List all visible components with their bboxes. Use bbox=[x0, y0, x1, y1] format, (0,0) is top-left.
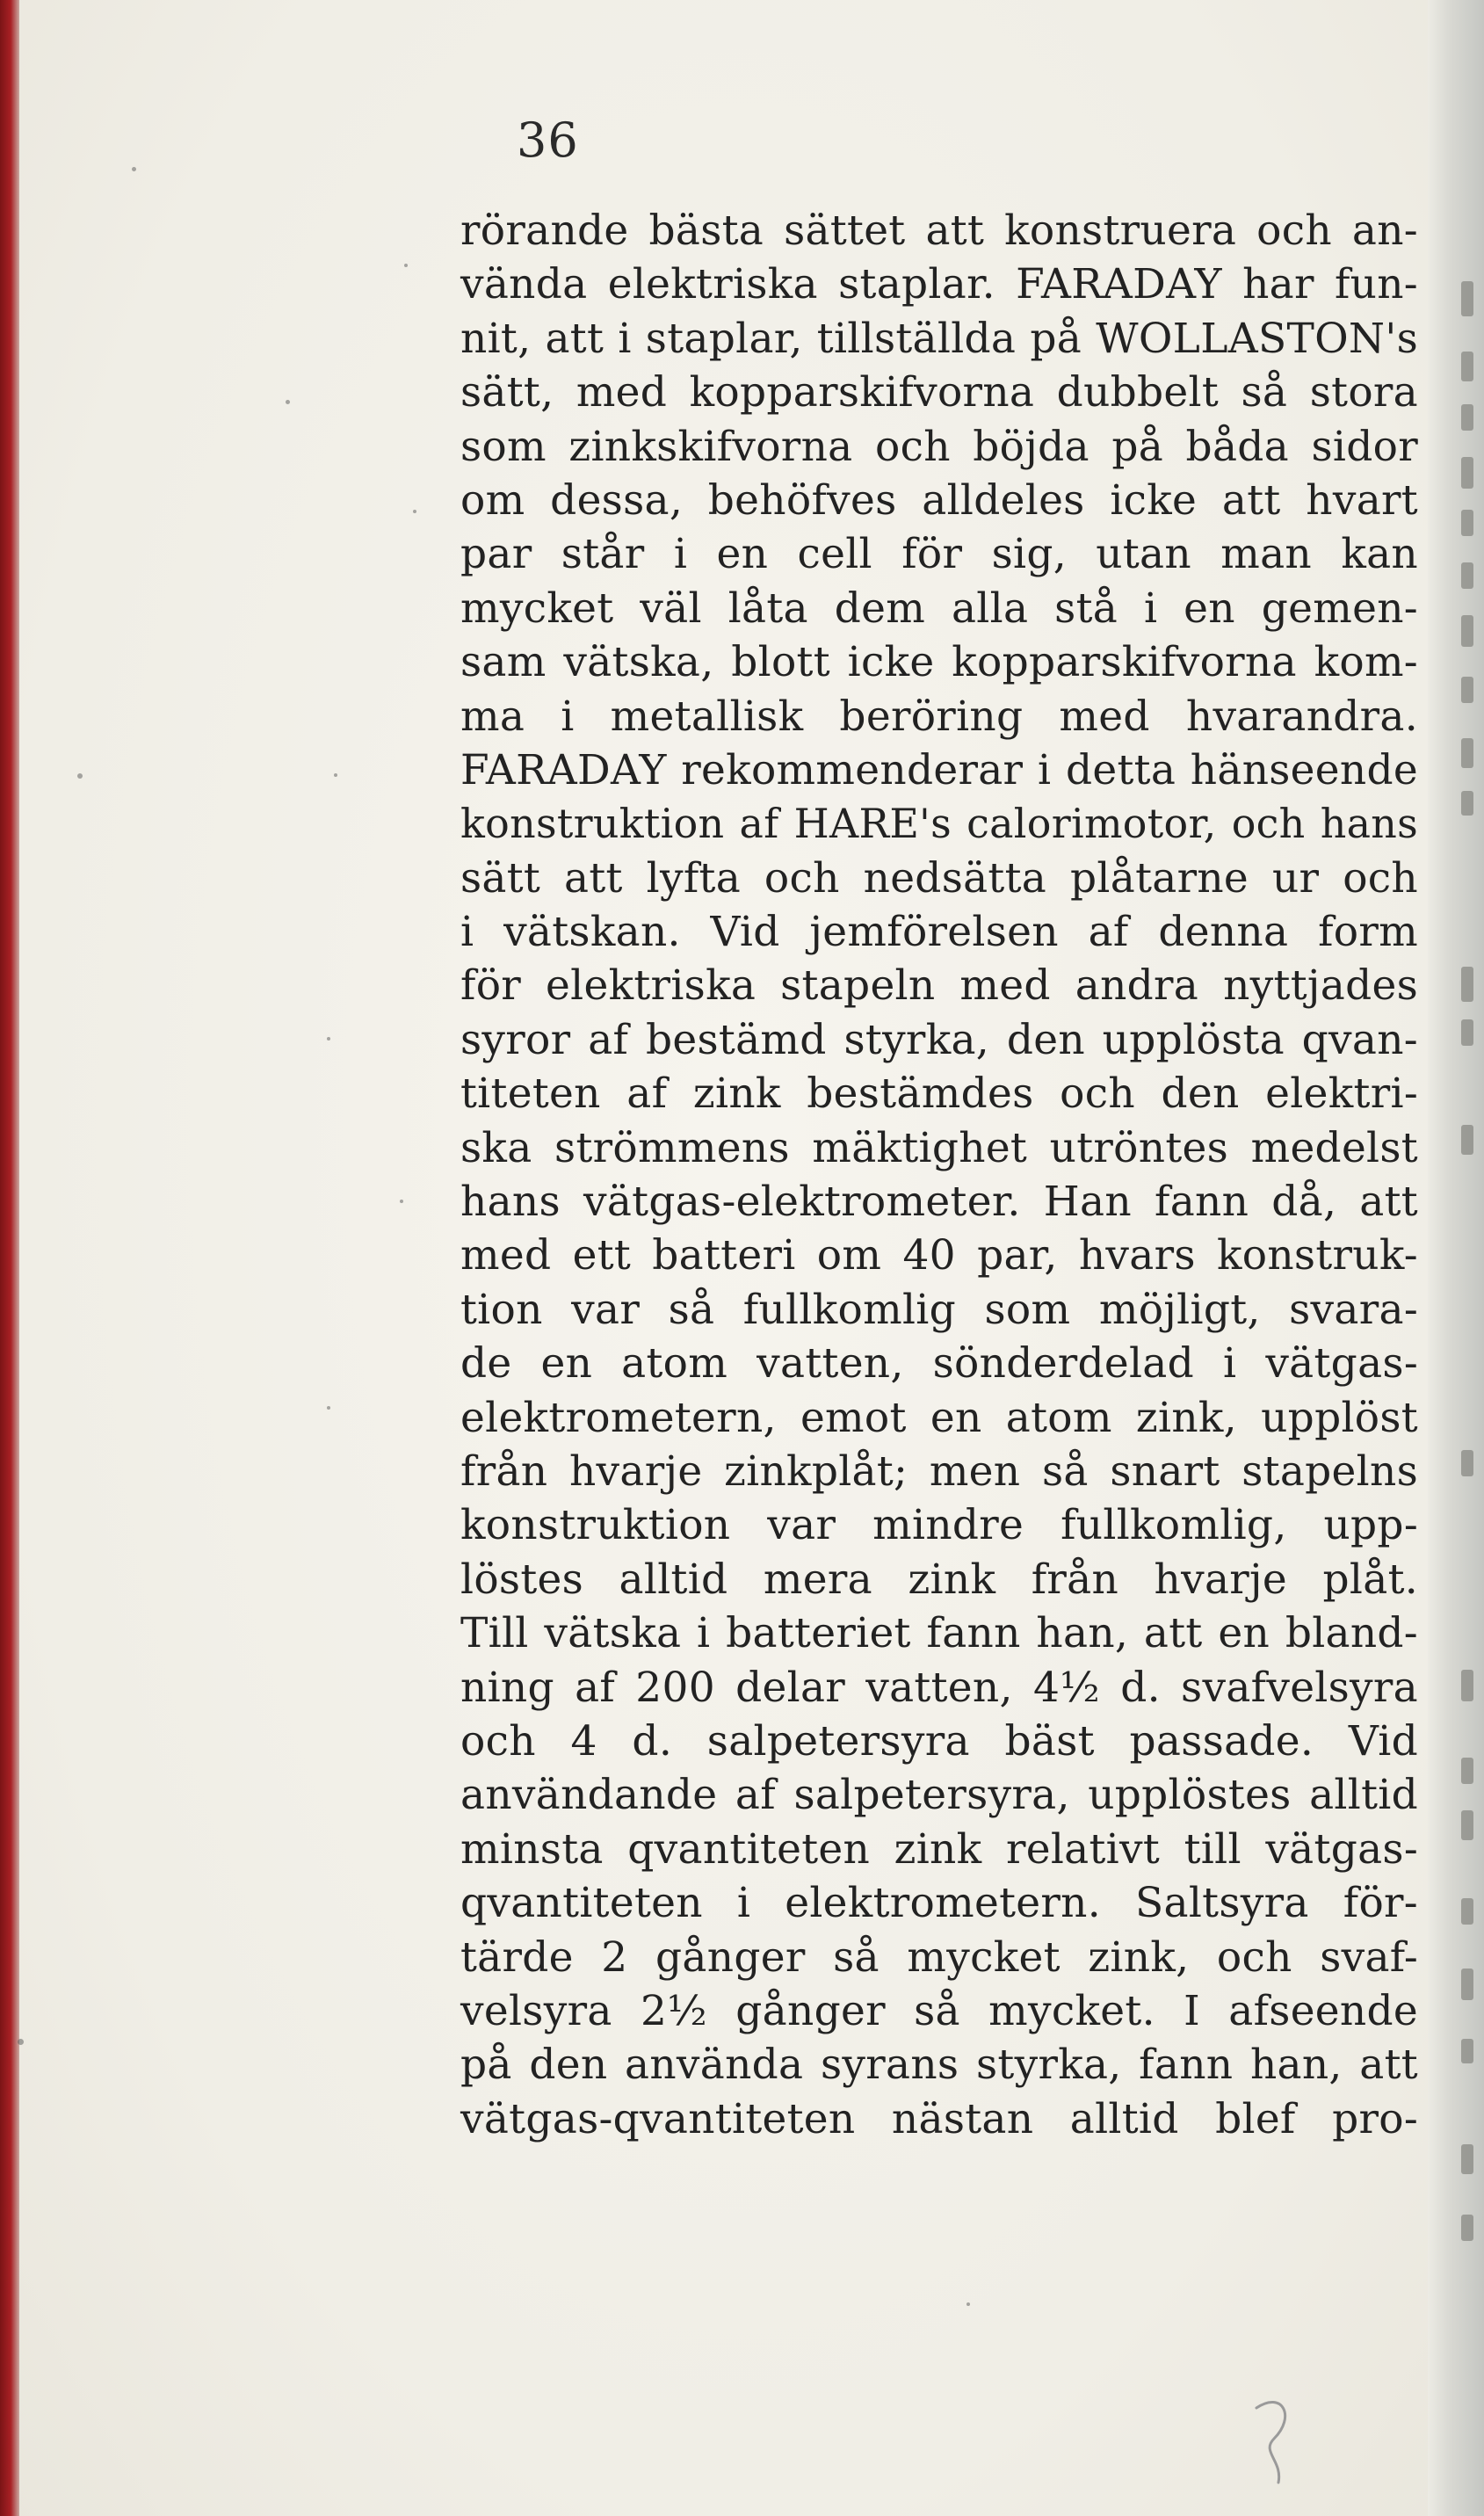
bleed-through-mark bbox=[1461, 2144, 1473, 2174]
bleed-through-mark bbox=[1461, 281, 1473, 316]
paper-speck bbox=[966, 2302, 970, 2306]
text-line: hans vätgas-elektrometer. Han fann då, att bbox=[460, 1178, 1418, 1227]
bleed-through-mark bbox=[1461, 677, 1473, 703]
page-gutter bbox=[1428, 0, 1484, 2516]
bleed-through-mark bbox=[1461, 1810, 1473, 1840]
paper-speck bbox=[132, 167, 136, 171]
bleed-through-mark bbox=[1461, 791, 1473, 816]
text-line: rörande bästa sättet att konstruera och an- bbox=[460, 207, 1418, 255]
text-line: på den använda syrans styrka, fann han, att bbox=[460, 2041, 1418, 2090]
text-line: användande af salpetersyra, upplöstes alltid bbox=[460, 1771, 1418, 1820]
bleed-through-mark bbox=[1461, 404, 1473, 431]
bleed-through-mark bbox=[1461, 2039, 1473, 2063]
paper-speck bbox=[77, 773, 83, 779]
bleed-through-mark bbox=[1461, 967, 1473, 1002]
text-line: elektrometern, emot en atom zink, upplöst bbox=[460, 1393, 1418, 1442]
binding-edge bbox=[0, 0, 19, 2516]
text-line: Till vätska i batteriet fann han, att en bland- bbox=[460, 1609, 1418, 1658]
paper-speck bbox=[334, 773, 337, 777]
text-line: qvantiteten i elektrometern. Saltsyra för- bbox=[460, 1879, 1418, 1928]
text-line: sätt, med kopparskifvorna dubbelt så stora bbox=[460, 368, 1418, 417]
text-line: och 4 d. salpetersyra bäst passade. Vid bbox=[460, 1716, 1418, 1766]
text-line: om dessa, behöfves alldeles icke att hvart bbox=[460, 475, 1418, 525]
text-line: tion var så fullkomlig som möjligt, svara- bbox=[460, 1285, 1418, 1334]
text-line: tärde 2 gånger så mycket zink, och svaf- bbox=[460, 1932, 1418, 1982]
text-line: med ett batteri om 40 par, hvars konstruk- bbox=[460, 1231, 1418, 1280]
text-line: de en atom vatten, sönderdelad i vätgas- bbox=[460, 1339, 1418, 1389]
bleed-through-mark bbox=[1461, 1670, 1473, 1701]
bleed-through-mark bbox=[1461, 1969, 1473, 2000]
bleed-through-mark bbox=[1461, 562, 1473, 589]
text-line: mycket väl låta dem alla stå i en gemen- bbox=[460, 584, 1418, 633]
text-line: sam vätska, blott icke kopparskifvorna kom- bbox=[460, 638, 1418, 687]
bleed-through-mark bbox=[1461, 352, 1473, 381]
text-line: löstes alltid mera zink från hvarje plåt. bbox=[460, 1555, 1418, 1604]
text-line: syror af bestämd styrka, den upplösta qvan- bbox=[460, 1015, 1418, 1064]
bleed-through-mark bbox=[1461, 1450, 1473, 1476]
page-number: 36 bbox=[517, 112, 579, 168]
paper-speck bbox=[18, 2039, 24, 2045]
paper-speck bbox=[286, 400, 290, 404]
pencil-mark bbox=[1248, 2390, 1300, 2487]
text-line: konstruktion af HARE's calorimotor, och hans bbox=[460, 800, 1418, 848]
text-line: ma i metallisk beröring med hvarandra. bbox=[460, 692, 1418, 741]
text-line: minsta qvantiteten zink relativt till vätgas- bbox=[460, 1824, 1418, 1874]
bleed-through-mark bbox=[1461, 615, 1473, 647]
bleed-through-mark bbox=[1461, 510, 1473, 536]
body-text bbox=[460, 204, 1418, 2146]
text-line: som zinkskifvorna och böjda på båda sidor bbox=[460, 422, 1418, 471]
bleed-through-mark bbox=[1461, 2215, 1473, 2241]
text-line: FARADAY rekommenderar i detta hänseende bbox=[460, 745, 1418, 794]
bleed-through-mark bbox=[1461, 457, 1473, 489]
text-line: vända elektriska staplar. FARADAY har fun- bbox=[460, 260, 1418, 309]
text-line: konstruktion var mindre fullkomlig, upp- bbox=[460, 1501, 1418, 1550]
text-line: ning af 200 delar vatten, 4½ d. svafvelsyra bbox=[460, 1663, 1418, 1712]
paper-speck bbox=[404, 264, 408, 267]
bleed-through-mark bbox=[1461, 738, 1473, 768]
bleed-through-mark bbox=[1461, 1125, 1473, 1155]
bleed-through-mark bbox=[1461, 1019, 1473, 1046]
text-line: velsyra 2½ gånger så mycket. I afseende bbox=[460, 1986, 1418, 2035]
paper-speck bbox=[327, 1037, 330, 1040]
text-line: för elektriska stapeln med andra nyttjades bbox=[460, 961, 1418, 1011]
text-line: sätt att lyfta och nedsätta plåtarne ur och bbox=[460, 853, 1418, 903]
text-line: i vätskan. Vid jemförelsen af denna form bbox=[460, 908, 1418, 957]
text-line: par står i en cell för sig, utan man kan bbox=[460, 530, 1418, 579]
text-line: ska strömmens mäktighet utröntes medelst bbox=[460, 1123, 1418, 1172]
text-line: från hvarje zinkplåt; men så snart stapelns bbox=[460, 1447, 1418, 1496]
text-line: vätgas-qvantiteten nästan alltid blef pro- bbox=[460, 2094, 1418, 2143]
text-line: nit, att i staplar, tillställda på WOLLASTON's bbox=[460, 314, 1418, 363]
paper-speck bbox=[327, 1406, 330, 1410]
text-line: titeten af zink bestämdes och den elektri- bbox=[460, 1069, 1418, 1119]
bleed-through-mark bbox=[1461, 1758, 1473, 1784]
paper-speck bbox=[413, 510, 416, 513]
bleed-through-mark bbox=[1461, 1898, 1473, 1925]
paper-speck bbox=[400, 1200, 403, 1203]
